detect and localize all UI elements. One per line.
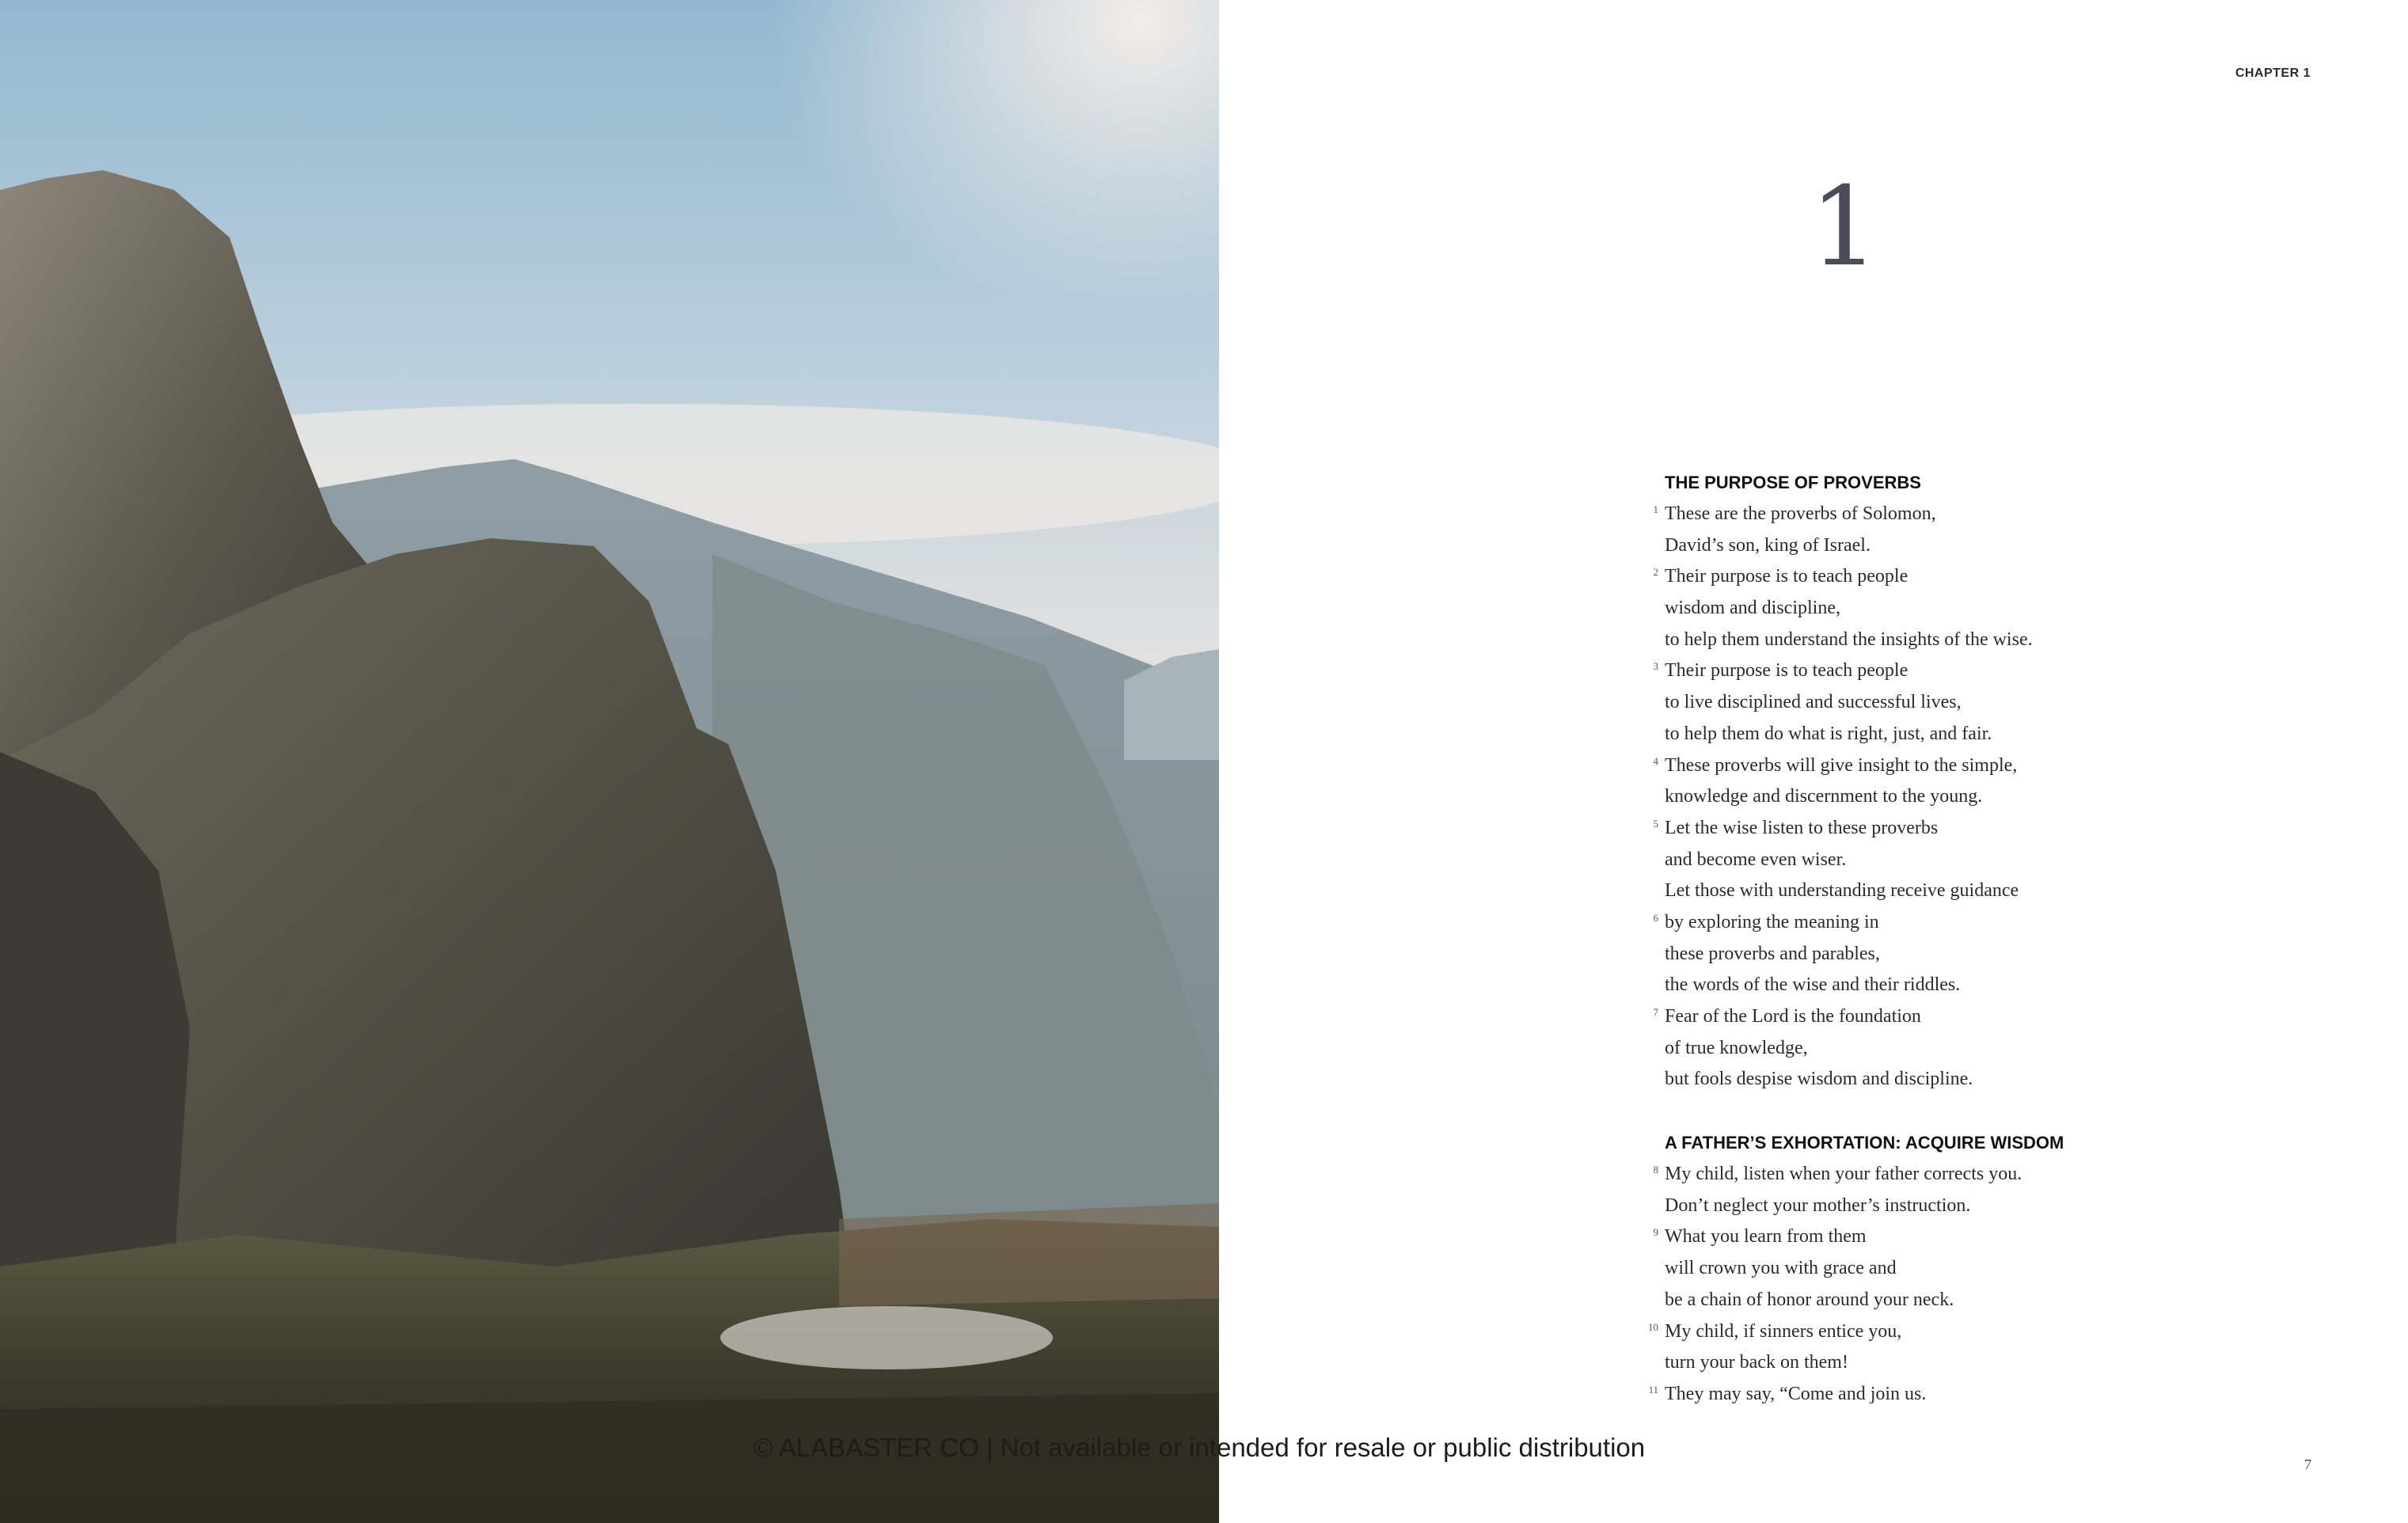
verse-number: 7: [1653, 1006, 1658, 1018]
verse-text: My child, if sinners entice you,: [1665, 1320, 1902, 1342]
verse-text: turn your back on them!: [1665, 1352, 1848, 1373]
verse-line: [1653, 1001, 2171, 1033]
verse-line: [1653, 750, 2171, 782]
verse-text: Their purpose is to teach people: [1665, 660, 1909, 682]
verse-line: [1665, 625, 2171, 656]
verse-text: Let the wise listen to these proverbs: [1665, 817, 1939, 838]
verse-number: 1: [1653, 503, 1658, 515]
verse-line: [1665, 845, 2171, 876]
verse-number: 8: [1653, 1164, 1658, 1176]
chapter-label: CHAPTER 1: [2235, 66, 2311, 80]
verse-text: Their purpose is to teach people: [1665, 566, 1909, 587]
verse-line: [1665, 1347, 2171, 1379]
verse-line: [1665, 1253, 2171, 1285]
verse-text: Fear of the Lord is the foundation: [1665, 1006, 1921, 1027]
verse-number: 3: [1653, 660, 1658, 673]
verse-line: [1653, 813, 2171, 845]
verse-line: [1665, 1064, 2171, 1096]
verse-line: [1665, 1285, 2171, 1316]
verse-text: These are the proverbs of Solomon,: [1665, 503, 1936, 524]
verse-text: will crown you with grace and: [1665, 1258, 1897, 1279]
verse-number: 5: [1653, 817, 1658, 830]
verse-text: David’s son, king of Israel.: [1665, 534, 1871, 556]
verse-number: 11: [1648, 1383, 1658, 1396]
verse-text: Don’t neglect your mother’s instruction.: [1665, 1194, 1971, 1216]
verse-line: [1665, 970, 2171, 1001]
section-heading: A FATHER’S EXHORTATION: ACQUIRE WISDOM: [1665, 1133, 2064, 1153]
chapter-number: 1: [1810, 163, 1879, 291]
verse-line: [1653, 907, 2171, 939]
verse-line: [1665, 593, 2171, 625]
verse-text: wisdom and discipline,: [1665, 598, 1840, 619]
verse-line: [1665, 939, 2171, 970]
verse-line: [1665, 1191, 2171, 1222]
verse-line: [1665, 530, 2171, 562]
verse-number: 4: [1653, 754, 1658, 767]
verse-number: 6: [1653, 911, 1658, 924]
verse-line: [1665, 687, 2171, 719]
verse-number: 2: [1653, 566, 1658, 579]
verse-line: [1665, 875, 2171, 907]
verse-line: [1653, 561, 2171, 593]
verse-text: the words of the wise and their riddles.: [1665, 974, 1961, 996]
verse-number: 10: [1648, 1320, 1658, 1333]
verse-line: [1653, 655, 2171, 687]
verse-line: [1653, 1159, 2171, 1191]
verse-text: and become even wiser.: [1665, 849, 1847, 870]
verse-line: [1665, 1033, 2171, 1065]
verse-text: by exploring the meaning in: [1665, 911, 1879, 932]
verse-text: be a chain of honor around your neck.: [1665, 1289, 1954, 1310]
verse-text: but fools despise wisdom and discipline.: [1665, 1069, 1973, 1090]
verse-text: My child, listen when your father corrects you.: [1665, 1164, 2022, 1185]
verse-text: these proverbs and parables,: [1665, 943, 1880, 964]
verse-line: [1648, 1379, 2171, 1411]
section-heading: THE PURPOSE OF PROVERBS: [1665, 473, 1921, 492]
verse-text: Let those with understanding receive guidance: [1665, 880, 2019, 902]
copyright-watermark: © ALABASTER CO | Not available or intended for resale or public distribution: [754, 1433, 1646, 1462]
verse-text: These proverbs will give insight to the simple,: [1665, 754, 2018, 776]
verse-text: knowledge and discernment to the young.: [1665, 786, 1983, 807]
verse-line: [1653, 1221, 2171, 1253]
verse-line: [1653, 499, 2171, 530]
verse-text: to live disciplined and successful lives,: [1665, 692, 1962, 713]
verse-line: [1665, 781, 2171, 813]
verse-text: of true knowledge,: [1665, 1037, 1808, 1058]
verse-text: to help them understand the insights of the wise.: [1665, 629, 2033, 650]
verse-line: [1648, 1316, 2171, 1348]
verse-text: to help them do what is right, just, and fair.: [1665, 723, 1992, 744]
verse-number: 9: [1653, 1226, 1658, 1239]
verse-line: [1665, 719, 2171, 750]
page-number: 7: [2304, 1457, 2311, 1472]
scripture-text: [1648, 467, 2171, 1411]
verse-text: They may say, “Come and join us.: [1665, 1383, 1927, 1404]
verse-text: What you learn from them: [1665, 1226, 1867, 1248]
